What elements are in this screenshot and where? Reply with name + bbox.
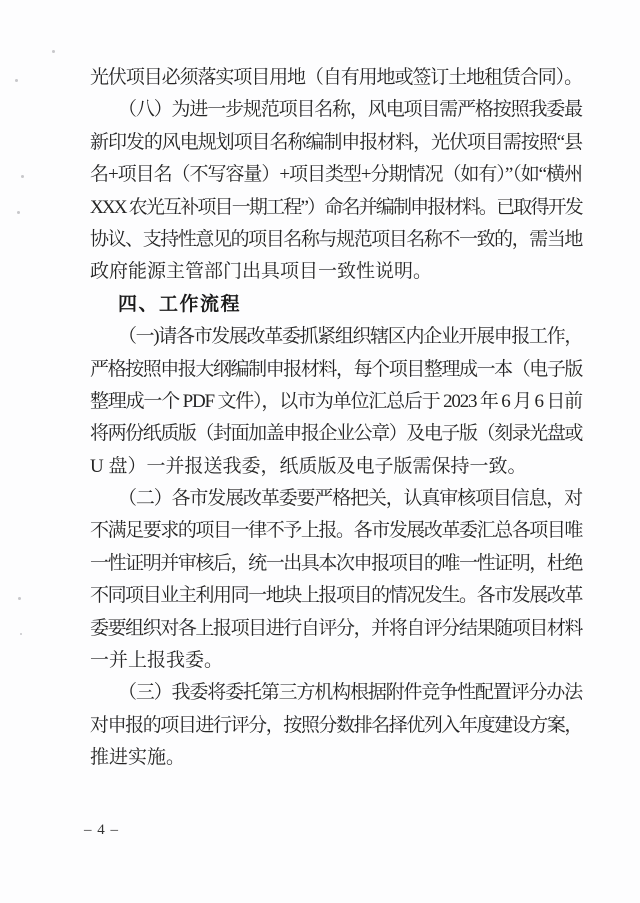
- scan-speck: [20, 633, 22, 635]
- text-line: 不满足要求的项目一律不予上报。各市发展改革委汇总各项目唯: [90, 520, 582, 542]
- text-line: 将两份纸质版（封面加盖申报企业公章）及电子版（刻录光盘或: [90, 423, 582, 445]
- text-line: U 盘）一并报送我委，纸质版及电子版需保持一致。: [90, 455, 527, 477]
- text-line: （二）各市发展改革委要严格把关，认真审核项目信息，对: [118, 488, 582, 510]
- text-line: 推进实施。: [90, 747, 186, 769]
- scan-speck: [21, 175, 24, 178]
- section-heading: 四、工作流程: [118, 293, 242, 315]
- scan-speck: [18, 597, 21, 600]
- text-line: 不同项目业主利用同一地块上报项目的情况发生。各市发展改革: [90, 585, 582, 607]
- text-line: 政府能源主管部门出具项目一致性说明。: [90, 261, 433, 283]
- text-line: 一性证明并审核后，统一出具本次申报项目的唯一性证明，杜绝: [90, 552, 582, 574]
- scan-speck: [17, 211, 20, 214]
- text-line: （三）我委将委托第三方机构根据附件竞争性配置评分办法: [118, 682, 582, 704]
- text-line: 光伏项目必须落实项目用地（自有用地或签订土地租赁合同）。: [90, 67, 582, 88]
- text-line: （一)请各市发展改革委抓紧组织辖区内企业开展申报工作，: [118, 326, 582, 348]
- text-line: 对申报的项目进行评分，按照分数排名择优列入年度建设方案，: [90, 714, 582, 736]
- text-line: 委要组织对各上报项目进行自评分，并将自评分结果随项目材料: [90, 617, 582, 639]
- text-line: XXX 农光互补项目一期工程”）命名并编制申报材料。已取得开发: [90, 196, 582, 218]
- scan-speck: [15, 79, 18, 82]
- text-line: 协议、支持性意见的项目名称与规范项目名称不一致的，需当地: [90, 228, 582, 250]
- page-number: – 4 –: [84, 822, 119, 838]
- text-line: 一并上报我委。: [90, 650, 224, 672]
- text-line: 新印发的风电规划项目名称编制申报材料，光伏项目需按照“县: [90, 131, 583, 153]
- text-block: [90, 62, 582, 775]
- scan-speck: [52, 50, 55, 53]
- text-line: 名+项目名（不写容量）+项目类型+分期情况（如有）”（如“横州: [90, 164, 582, 186]
- text-line: 整理成一个 PDF 文件），以市为单位汇总后于 2023 年 6 月 6 日前: [90, 390, 582, 412]
- text-line: （八）为进一步规范项目名称，风电项目需严格按照我委最: [118, 99, 582, 121]
- text-line: 严格按照申报大纲编制申报材料，每个项目整理成一本（电子版: [90, 358, 582, 380]
